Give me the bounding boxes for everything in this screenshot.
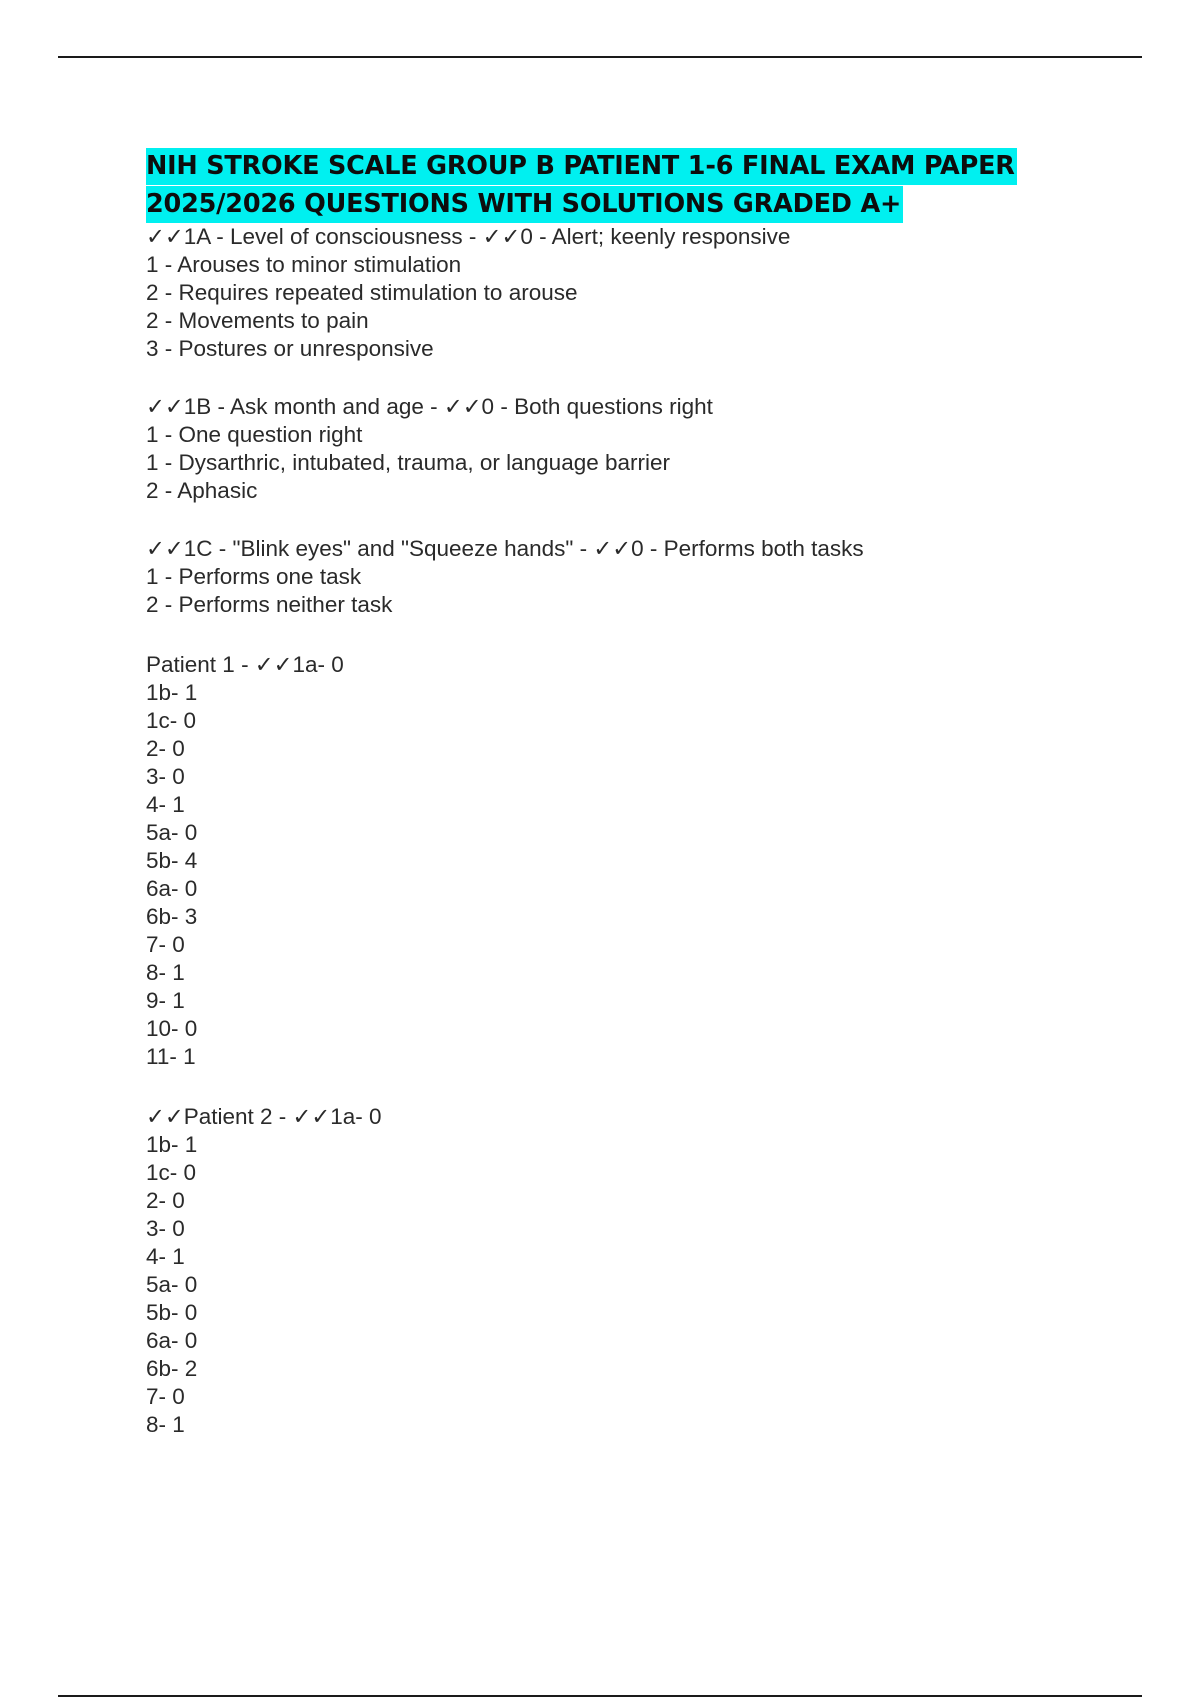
document-body	[146, 147, 1106, 1439]
text-line: 10- 0	[146, 1016, 198, 1041]
text-line: 2- 0	[146, 1188, 185, 1213]
section-patient-2	[146, 1103, 1106, 1439]
document-title	[146, 147, 1106, 223]
section-patient-1	[146, 651, 1106, 1071]
text-line: 1 - Performs one task	[146, 564, 362, 589]
spacer	[146, 505, 1106, 535]
text-line: 6a- 0	[146, 1328, 198, 1353]
text-line: ✓✓1C - "Blink eyes" and "Squeeze hands" - ✓✓0 - Performs both tasks	[146, 536, 864, 561]
text-line: 1b- 1	[146, 680, 198, 705]
spacer	[146, 363, 1106, 393]
text-line: 3- 0	[146, 764, 185, 789]
text-line: 5a- 0	[146, 820, 198, 845]
text-line: 2 - Requires repeated stimulation to arouse	[146, 280, 578, 305]
text-line: 1 - Arouses to minor stimulation	[146, 252, 462, 277]
text-line: 5b- 4	[146, 848, 198, 873]
text-line: 6b- 3	[146, 904, 198, 929]
text-line: 8- 1	[146, 1412, 185, 1437]
title-line-1: NIH STROKE SCALE GROUP B PATIENT 1-6 FINAL EXAM PAPER	[146, 148, 1017, 185]
text-line: 1c- 0	[146, 708, 197, 733]
text-line: 1b- 1	[146, 1132, 198, 1157]
text-line: 5b- 0	[146, 1300, 198, 1325]
text-line: 4- 1	[146, 792, 185, 817]
text-line: 4- 1	[146, 1244, 185, 1269]
section-1c	[146, 535, 1106, 619]
text-line: 1 - One question right	[146, 422, 363, 447]
header-rule	[58, 56, 1142, 58]
text-line: 7- 0	[146, 1384, 185, 1409]
spacer	[146, 1071, 1106, 1103]
text-line: 7- 0	[146, 932, 185, 957]
text-line: 9- 1	[146, 988, 185, 1013]
text-line: Patient 1 - ✓✓1a- 0	[146, 652, 344, 677]
section-1a	[146, 223, 1106, 363]
text-line: ✓✓1B - Ask month and age - ✓✓0 - Both questions right	[146, 394, 713, 419]
text-line: 1 - Dysarthric, intubated, trauma, or language barrier	[146, 450, 671, 475]
text-line: 5a- 0	[146, 1272, 198, 1297]
text-line: 2 - Aphasic	[146, 478, 258, 503]
text-line: 3- 0	[146, 1216, 185, 1241]
text-line: ✓✓Patient 2 - ✓✓1a- 0	[146, 1104, 382, 1129]
title-line-2: 2025/2026 QUESTIONS WITH SOLUTIONS GRADED A+	[146, 186, 903, 223]
text-line: 2 - Movements to pain	[146, 308, 369, 333]
text-line: 8- 1	[146, 960, 185, 985]
text-line: ✓✓1A - Level of consciousness - ✓✓0 - Alert; keenly responsive	[146, 224, 791, 249]
text-line: 2- 0	[146, 736, 185, 761]
section-1b	[146, 393, 1106, 505]
text-line: 6a- 0	[146, 876, 198, 901]
text-line: 1c- 0	[146, 1160, 197, 1185]
text-line: 2 - Performs neither task	[146, 592, 393, 617]
text-line: 6b- 2	[146, 1356, 198, 1381]
text-line: 3 - Postures or unresponsive	[146, 336, 434, 361]
spacer	[146, 619, 1106, 651]
footer-rule	[58, 1695, 1142, 1697]
text-line: 11- 1	[146, 1044, 196, 1069]
